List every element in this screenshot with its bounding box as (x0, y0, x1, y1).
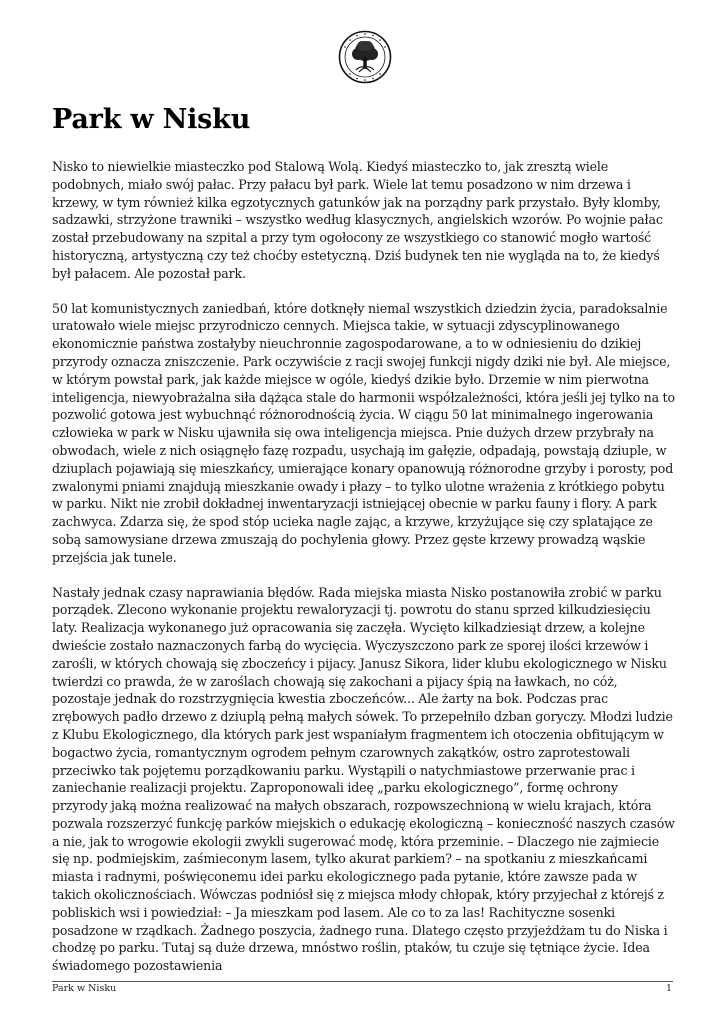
page-number: 1 (665, 983, 672, 994)
tree-seal-icon (338, 30, 392, 84)
page-title: Park w Nisku (52, 104, 251, 135)
footer-divider (52, 981, 673, 982)
paragraph: Nastały jednak czasy naprawiania błędów. Rada miejska miasta Nisko postanowiła zrobić w parku porządek. Zlecono wykonanie projektu rewaloryzacji tj. powrotu do stanu sprzed kilkudziesięciu laty. Realizacja wykonanego już opracowania się zaczęła. Wycięto kilkadziesiąt drzew, a kolejne dwieście zostało naznaczonych farbą do wycięcia. Wyczyszczono park ze sporej ilości krzewów i zarośli, w których chowają się zboczeńcy i pijacy. Janusz Sikora, lider klubu ekologicznego w Nisku twierdzi co prawda, że w zaroślach chowają się zakochani a pijacy śpią na ławkach, no cóż, pozostaje jednak do rozstrzygnięcia kwestia zboczeńców... Ale żarty na bok. Podczas prac zrębowych padło drzewo z dziuplą pełną małych sówek. To przepełniło dzban goryczy. Młodzi ludzie z Klubu Ekologicznego, dla których park jest wspaniałym fragmentem ich otoczenia obfitującym w bogactwo życia, romantycznym ogrodem pełnym czarownych zakątków, ostro zaprotestowali przeciwko tak pojętemu porządkowaniu parku. Wystąpili o natychmiastowe przerwanie prac i zaniechanie realizacji projektu. Zaproponowali ideę „parku ekologicznego”, formę ochrony przyrody jaką można realizować na małych obszarach, rozpowszechnioną w wielu krajach, która pozwala rozszerzyć funkcję parków miejskich o edukację ekologiczną – konieczność naszych czasów a nie, jak to wrogowie ekologii zwykli sugerować modę, która przeminie. – Dlaczego nie zajmiecie się np. podmiejskim, zaśmieconym lasem, tylko akurat parkiem? – na spotkaniu z mieszkańcami miasta i radnymi, poświęconemu idei parku ekologicznego pada pytanie, które zawsze pada w takich okolicznościach. Wówczas podniósł się z miejsca młody chłopak, który przyjechał z którejś z pobliskich wsi i powiedział: – Ja mieszkam pod lasem. Ale co to za las! Rachityczne sosenki posadzone w rządkach. Żadnego poszycia, żadnego runa. Dlatego często przyjeżdżam tu do Niska i chodzę po parku. Tutaj są duże drzewa, mnóstwo roślin, ptaków, tu czuje się tętniące życie. Idea świadomego pozostawienia (52, 584, 675, 974)
article-body (52, 158, 676, 992)
paragraph: 50 lat komunistycznych zaniedbań, które dotknęły niemal wszystkich dziedzin życia, paradoksalnie uratowało wiele miejsc przyrodniczo cennych. Miejsca takie, w sytuacji zdyscyplinowanego ekonomicznie państwa zostałyby nieuchronnie zagospodarowane, a to w odniesieniu do dzikiej przyrody oznacza zniszczenie. Park oczywiście z racji swojej funkcji nigdy dziki nie był. Ale miejsce, w którym powstał park, jak każde miejsce w ogóle, kiedyś dzikie było. Drzemie w nim pierwotna inteligencja, niewyobrażalna siła dążąca stale do harmonii współzależności, która jeśli jej tylko na to pozwolić gotowa jest wybuchnąć różnorodnością życia. W ciągu 50 lat minimalnego ingerowania człowieka w park w Nisku ujawniła się owa inteligencja miejsca. Pnie dużych drzew przybrały na obwodach, wiele z nich osiągnęło fazę rozpadu, usychają im gałęzie, odpadają, powstają dziuple, w dziuplach pojawiają się mieszkańcy, umierające konary opanowują różnorodne grzyby i porosty, pod zwalonymi pniami znajdują mieszkanie owady i płazy – to tylko ulotne wrażenia z krótkiego pobytu w parku. Nikt nie zrobił dokładnej inwentaryzacji istniejącej obecnie w parku fauny i flory. A park zachwyca. Zdarza się, że spod stóp ucieka nagle zając, a krzywe, krzyżujące się czy splatające ze sobą samowysiane drzewa zmuszają do pochylenia głowy. Przez gęste krzewy prowadzą wąskie przejścia jak tunele. (52, 300, 675, 565)
paragraph: Nisko to niewielkie miasteczko pod Stalową Wolą. Kiedyś miasteczko to, jak zresztą wiele podobnych, miało swój pałac. Przy pałacu był park. Wiele lat temu posadzono w nim drzewa i krzewy, w tym również kilka egzotycznych gatunków jak na porządny park przystało. Były klomby, sadzawki, strzyżone trawniki – wszystko według klasycznych, angielskich wzorów. Po wojnie pałac został przebudowany na szpital a przy tym ogołocony ze wszystkiego co stanowić mogło wartość historyczną, artystyczną czy też choćby estetyczną. Dziś budynek ten nie wygląda na to, że kiedyś był pałacem. Ale pozostał park. (52, 159, 663, 281)
footer-title: Park w Nisku (52, 983, 117, 994)
